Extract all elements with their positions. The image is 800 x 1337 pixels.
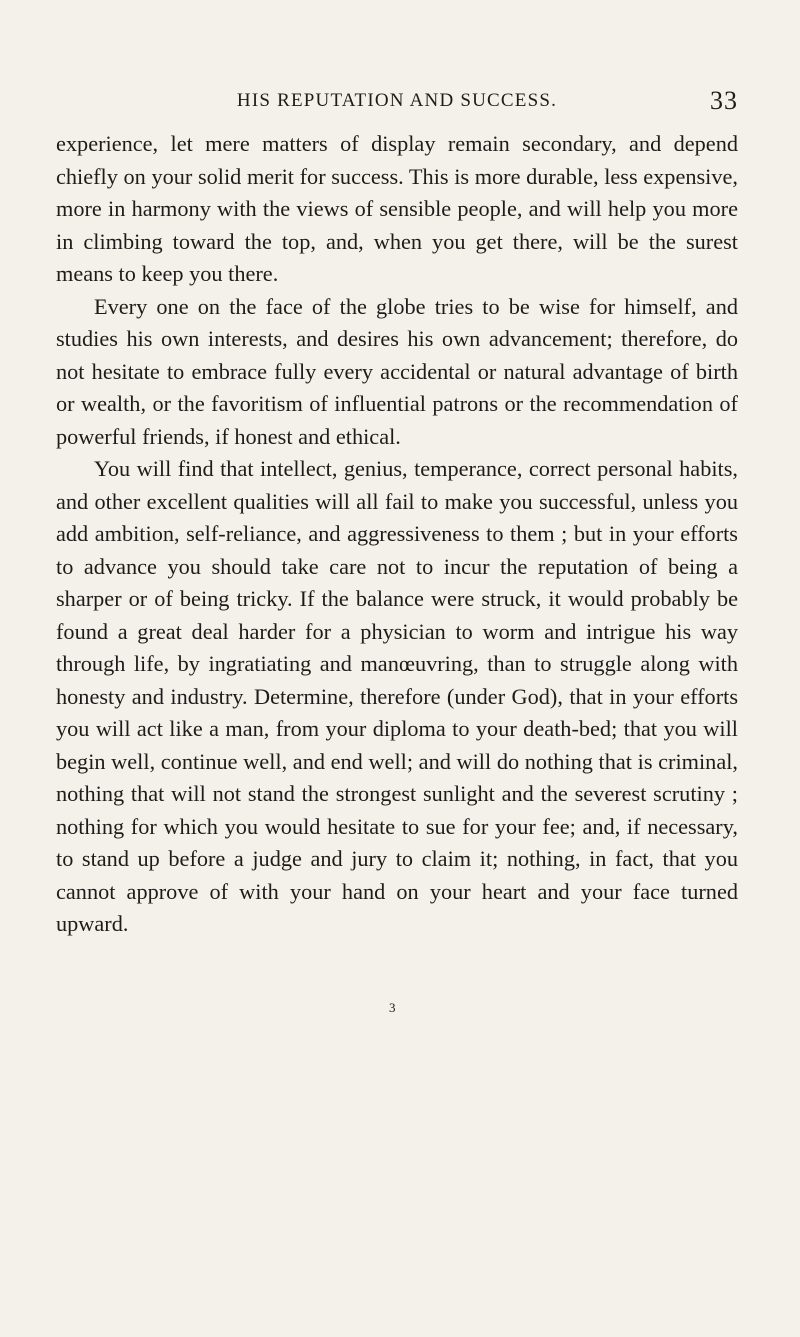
- paragraph: Every one on the face of the globe tries to be wise for himself, and studies his own interests, and desires his own advancement; therefore, do not hesitate to embrace fully every accidental or natural advantage of birth or wealth, or the favoritism of influential patrons or the recommendation of powerful friends, if honest and ethical.: [56, 293, 738, 449]
- body-text: [56, 128, 738, 941]
- page-number: 33: [710, 86, 738, 115]
- signature-mark: 3: [389, 1000, 396, 1015]
- running-head: [56, 86, 738, 116]
- paragraph: You will find that intellect, genius, temperance, correct personal habits, and other excellent qualities will all fail to make you successful, unless you add ambition, self-reliance, and aggressiveness to them ; but in your efforts to advance you should take care not to incur the reputation of being a sharper or of being tricky. If the balance were struck, it would probably be found a great deal harder for a physician to worm and intrigue his way through life, by ingratiating and manœuvring, than to struggle along with honesty and industry. Determine, therefore (under God), that in your efforts you will act like a man, from your diploma to your death-bed; that you will begin well, continue well, and end well; and will do nothing that is criminal, nothing that will not stand the strongest sunlight and the severest scrutiny ; nothing for which you would hesitate to sue for your fee; and, if necessary, to stand up before a judge and jury to claim it; nothing, in fact, that you cannot approve of with your hand on your heart and your face turned upward.: [56, 456, 738, 936]
- paragraph: experience, let mere matters of display remain secondary, and depend chiefly on your solid merit for success. This is more durable, less expensive, more in harmony with the views of sensible people, and will help you more in climbing toward the top, and, when you get there, will be the surest means to keep you there.: [56, 131, 738, 286]
- running-title: HIS REPUTATION AND SUCCESS.: [236, 90, 558, 111]
